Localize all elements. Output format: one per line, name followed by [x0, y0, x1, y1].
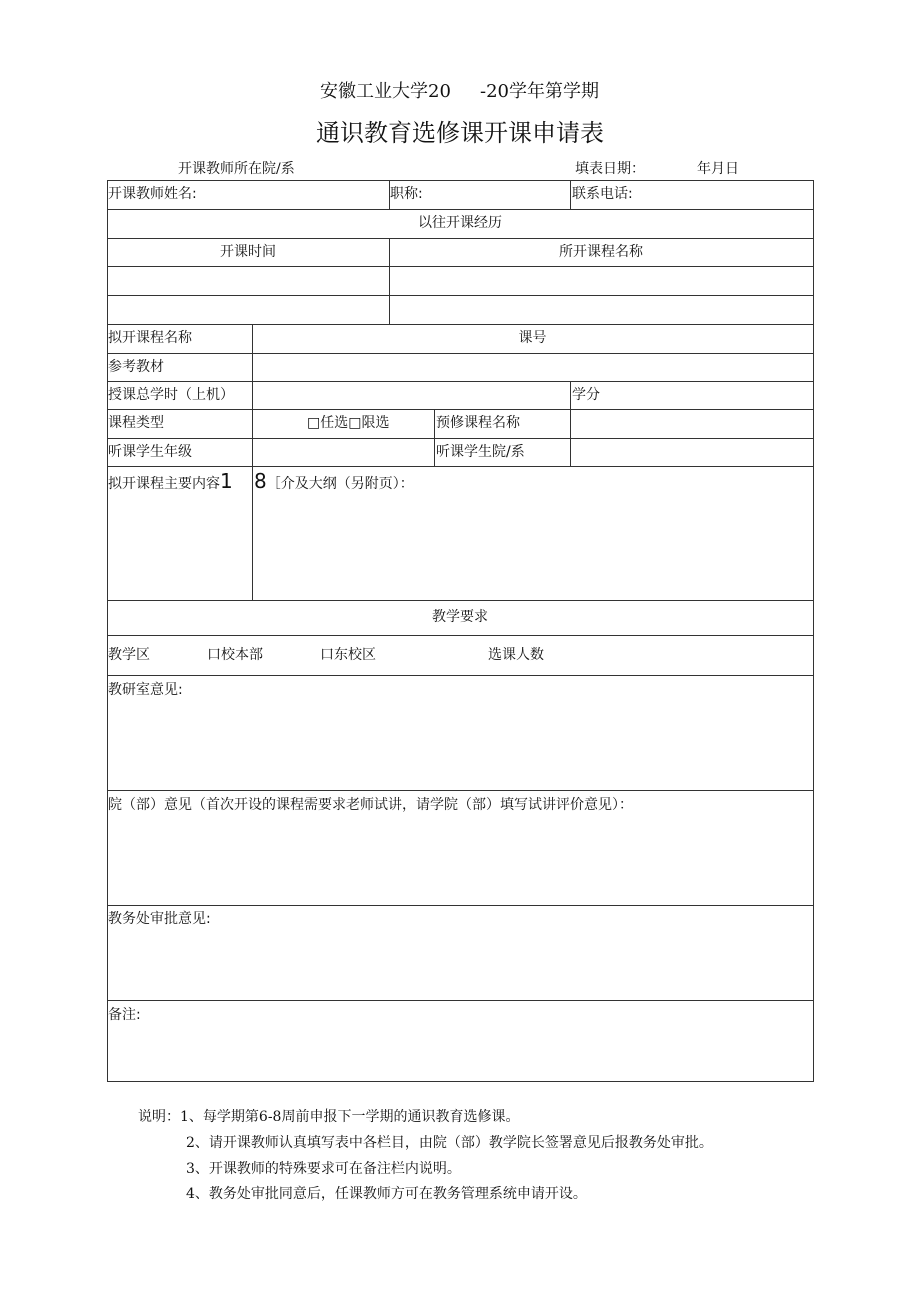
table-line [107, 266, 814, 267]
position-label: 职称: [390, 186, 423, 202]
term-heading: -20学年第学期 [480, 81, 599, 102]
date-value: 年月日 [697, 161, 739, 177]
table-line [107, 180, 814, 181]
campus-main-option: 口校本部 [207, 647, 263, 663]
notes-prefix: 说明： [138, 1109, 180, 1125]
course-name-label: 拟开课程名称 [108, 330, 192, 346]
phone-label: 联系电话: [572, 186, 633, 202]
table-line [434, 409, 435, 466]
date-label: 填表日期： [575, 161, 645, 177]
credits-label: 学分 [572, 387, 600, 403]
table-line [107, 905, 814, 906]
course-type-label: 课程类型 [108, 415, 164, 431]
table-line [107, 1000, 814, 1001]
teaching-requirements-header: 教学要求 [432, 609, 488, 625]
dept-label: 开课教师所在院/系 [178, 161, 295, 177]
table-line [570, 180, 571, 209]
intro-number: 8 [254, 469, 267, 493]
note-item: 1、每学期第6-8周前申报下一学期的通识教育选修课。 [180, 1109, 520, 1125]
campus-label: 教学区 [108, 647, 150, 663]
course-code-label: 课号 [518, 330, 547, 346]
total-hours-label: 授课总学时（上机） [108, 387, 234, 403]
grade-label: 听课学生年级 [108, 444, 192, 460]
office-opinion-label: 教研室意见: [108, 682, 183, 698]
history-header: 以往开课经历 [418, 215, 502, 231]
school-year-heading: 安徽工业大学20 [320, 81, 451, 102]
note-item: 3、开课教师的特殊要求可在备注栏内说明。 [186, 1161, 461, 1177]
teacher-name-label: 开课教师姓名: [108, 186, 197, 202]
remarks-label: 备注: [108, 1007, 141, 1023]
note-item: 4、教务处审批同意后，任课教师方可在教务管理系统申请开设。 [186, 1186, 587, 1202]
table-line [252, 324, 253, 600]
intro-label: ［介及大纲（另附页）： [266, 476, 414, 492]
content-cell [108, 467, 233, 498]
table-line [107, 353, 814, 354]
enroll-label: 选课人数 [488, 647, 544, 663]
table-line [813, 180, 814, 1082]
form-title: 通识教育选修课开课申请表 [316, 119, 604, 147]
intro-cell [254, 467, 414, 498]
campus-east-option: 口东校区 [320, 647, 376, 663]
history-course-column: 所开课程名称 [559, 244, 643, 260]
table-line [107, 675, 814, 676]
textbook-label: 参考教材 [108, 359, 164, 375]
content-label: 拟开课程主要内容 [108, 476, 220, 492]
table-line [107, 295, 814, 296]
note-line [138, 1108, 519, 1126]
table-line [570, 381, 571, 466]
history-time-column: 开课时间 [220, 244, 276, 260]
prereq-label: 预修课程名称 [436, 415, 520, 431]
college-opinion-label: 院（部）意见（首次开设的课程需要求老师试讲，请学院（部）填写试讲评价意见）： [108, 797, 633, 813]
course-type-options: □任选□限选 [307, 415, 390, 431]
note-item: 2、请开课教师认真填写表中各栏目，由院（部）教学院长签署意见后报教务处审批。 [186, 1135, 713, 1151]
affairs-opinion-label: 教务处审批意见: [108, 911, 211, 927]
table-line [107, 1081, 814, 1082]
student-dept-label: 听课学生院/系 [436, 444, 525, 460]
content-number: 1 [220, 469, 233, 493]
